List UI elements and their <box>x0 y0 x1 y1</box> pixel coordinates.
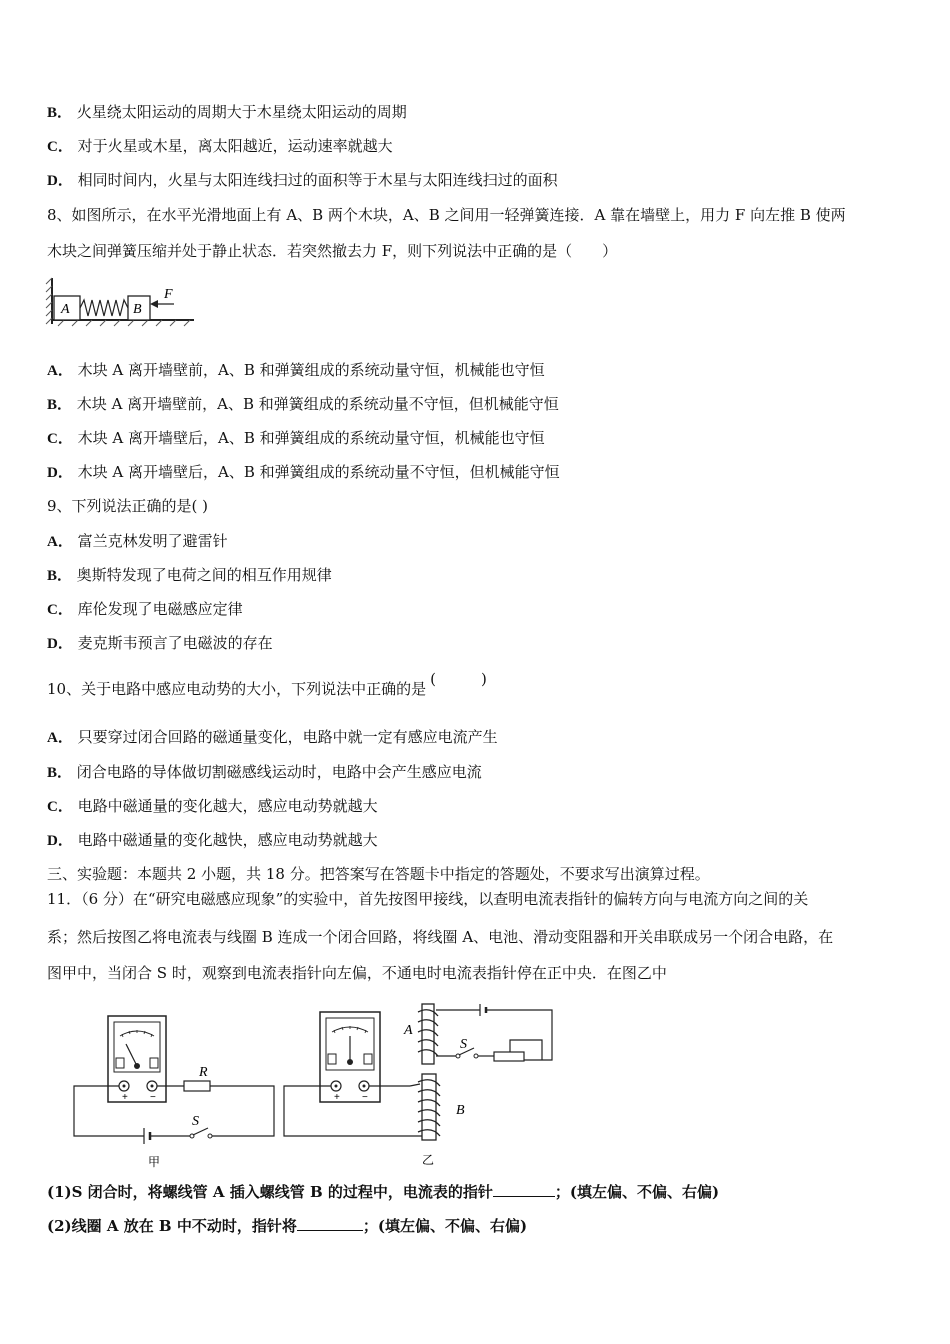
resistor <box>184 1081 210 1091</box>
coil-b-label: B <box>456 1103 465 1118</box>
q10-stem: 10、关于电路中感应电动势的大小，下列说法中正确的是( ) <box>47 670 487 698</box>
answer-blank-1[interactable] <box>493 1182 555 1197</box>
q8-stem-line1: 8、如图所示，在水平光滑地面上有 A、B 两个木块，A、B 之间用一轻弹簧连接．A 靠在墙壁上，用力 F 向左推 B 使两 <box>47 206 846 224</box>
minus-label: − <box>362 1092 368 1103</box>
minus-label: − <box>150 1092 156 1103</box>
plus-label: + <box>122 1092 128 1103</box>
q11-line3: 图甲中，当闭合 S 时，观察到电流表指针向左偏，不通电时电流表指针停在正中央．在图乙中 <box>47 964 667 982</box>
caption-jia: 甲 <box>148 1155 161 1169</box>
q10-option-b: B． 闭合电路的导体做切割磁感线运动时，电路中会产生感应电流 <box>47 763 482 781</box>
q7-option-d: D． 相同时间内，火星与太阳连线扫过的面积等于木星与太阳连线扫过的面积 <box>47 171 558 189</box>
q9-option-b: B． 奥斯特发现了电荷之间的相互作用规律 <box>47 566 332 584</box>
q11-line2: 系；然后按图乙将电流表与线圈 B 连成一个闭合回路，将线圈 A、电池、滑动变阻器和开关串联成另一个闭合电路，在 <box>47 928 834 946</box>
q7-option-c: C． 对于火星或木星，离太阳越近，运动速率就越大 <box>47 137 393 155</box>
q9-option-d: D． 麦克斯韦预言了电磁波的存在 <box>47 634 273 652</box>
section3-heading: 三、实验题：本题共 2 小题，共 18 分。把答案写在答题卡中指定的答题处，不要求写出演算过程。 <box>47 865 710 883</box>
q8-spring-figure <box>44 276 196 328</box>
q8-option-a: A． 木块 A 离开墙壁前，A、B 和弹簧组成的系统动量守恒，机械能也守恒 <box>47 361 545 379</box>
spring <box>80 300 128 316</box>
q11-sub1: (1)S 闭合时，将螺线管 A 插入螺线管 B 的过程中，电流表的指针 ；(填左偏、不偏、右偏) <box>47 1183 720 1201</box>
label-b: B <box>133 302 142 317</box>
q8-stem-line2: 木块之间弹簧压缩并处于静止状态．若突然撤去力 F，则下列说法中正确的是（ ） <box>47 242 618 260</box>
q10-option-c: C． 电路中磁通量的变化越大，感应电动势就越大 <box>47 797 378 815</box>
q10-option-d: D． 电路中磁通量的变化越快，感应电动势就越大 <box>47 831 378 849</box>
plus-label: + <box>334 1092 340 1103</box>
q10-paren: ( ) <box>430 670 487 688</box>
q9-option-c: C． 库伦发现了电磁感应定律 <box>47 600 243 618</box>
label-a: A <box>61 302 70 317</box>
q8-option-d: D． 木块 A 离开墙壁后，A、B 和弹簧组成的系统动量不守恒，但机械能守恒 <box>47 463 560 481</box>
q11-sub2: (2)线圈 A 放在 B 中不动时，指针将 ；(填左偏、不偏、右偏) <box>47 1217 528 1235</box>
answer-blank-2[interactable] <box>297 1216 363 1231</box>
q9-stem: 9、下列说法正确的是( ) <box>47 497 209 515</box>
figure-jia-circuit <box>66 1010 281 1170</box>
rheostat <box>494 1052 524 1061</box>
force-arrow-icon <box>150 300 158 308</box>
q8-option-b: B． 木块 A 离开墙壁前，A、B 和弹簧组成的系统动量不守恒，但机械能守恒 <box>47 395 559 413</box>
switch-label: S <box>460 1037 467 1052</box>
switch-label: S <box>192 1114 199 1129</box>
q7-option-b: B． 火星绕太阳运动的周期大于木星绕太阳运动的周期 <box>47 103 407 121</box>
q9-option-a: A． 富兰克林发明了避雷针 <box>47 532 228 550</box>
label-f: F <box>164 287 173 302</box>
coil-a <box>422 1004 434 1064</box>
coil-a-label: A <box>404 1023 413 1038</box>
figure-yi-circuit <box>280 1000 560 1170</box>
q10-option-a: A． 只要穿过闭合回路的磁通量变化，电路中就一定有感应电流产生 <box>47 728 498 746</box>
resistor-label: R <box>199 1065 208 1080</box>
q8-option-c: C． 木块 A 离开墙壁后，A、B 和弹簧组成的系统动量守恒，机械能也守恒 <box>47 429 545 447</box>
caption-yi: 乙 <box>422 1153 435 1167</box>
q11-line1: 11．（6 分）在“研究电磁感应现象”的实验中，首先按图甲接线，以查明电流表指针的偏转方向与电流方向之间的关 <box>47 890 809 908</box>
